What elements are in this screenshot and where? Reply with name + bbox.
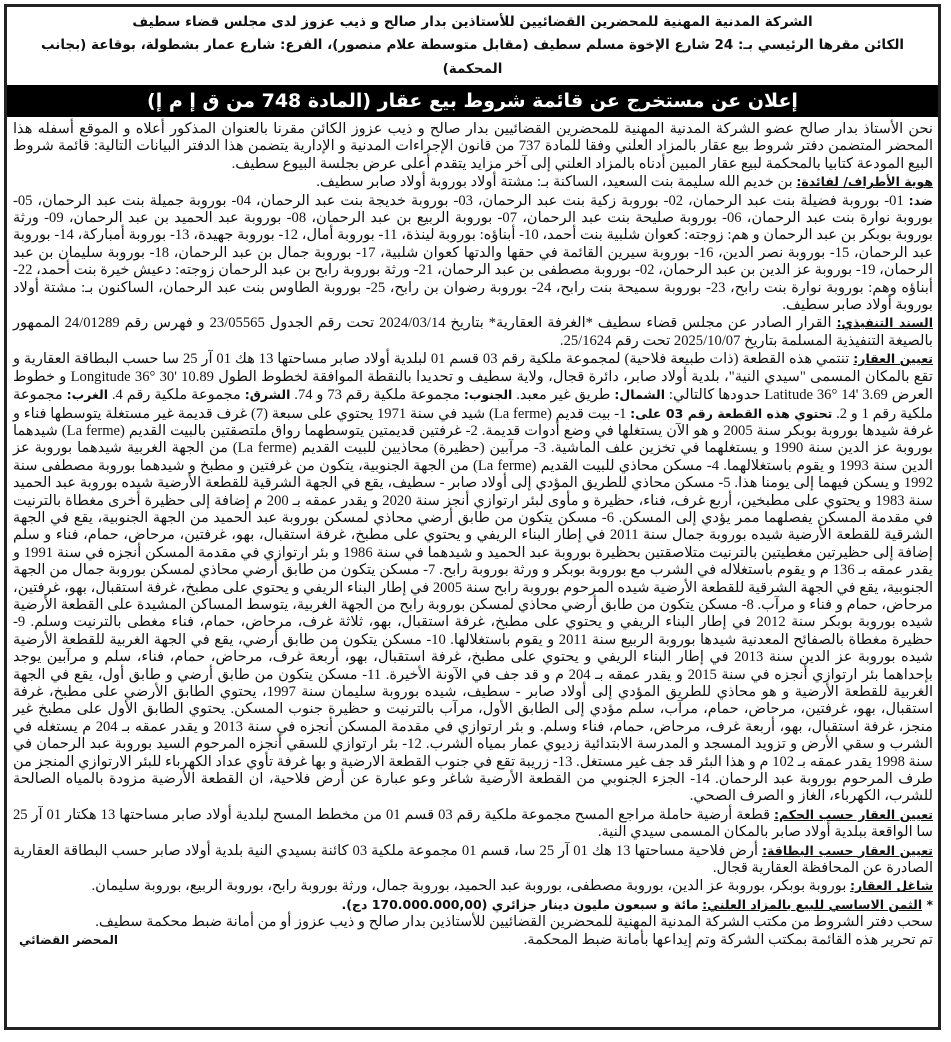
company-address: الكائن مقرها الرئيسي بـ: 24 شارع الإخوة مسلم سطيف (مقابل متوسطة علام منصور)، الفرع: شارع عمار بشطولة، بوقاعة (بجانب المحكمة) xyxy=(40,37,905,77)
price-section xyxy=(13,896,933,914)
legal-notice xyxy=(4,4,941,1030)
against-label: ضد: xyxy=(908,192,933,208)
west-text: مجموعة ملكية رقم 1 و 2. xyxy=(13,387,933,422)
notice-title-banner: إعلان عن مستخرج عن قائمة شروط بيع عقار (المادة 748 من ق إ م إ) xyxy=(7,85,938,117)
executive-title-text: القرار الصادر عن مجلس قضاء سطيف *الغرفة العقارية* بتاريخ 2024/03/14 تحت رقم الجدول 23/05565 و فهرس رقم 24/01289 الممهور بالصيغة التنفيذية المسلمة بتاريخ 2025/10/07 تحت رقم 25/1624. xyxy=(13,315,933,349)
by-judgment-label: تعيين العقار حسب الحكم: xyxy=(773,806,933,822)
price-label: الثمن الاساسي للبيع بالمزاد العلني: xyxy=(702,896,923,912)
occupants-section xyxy=(13,877,933,895)
price-text: مائة و سبعون مليون دينار جزائري (170.000.000,00 دج). xyxy=(341,896,699,912)
against-text: 01- بوروبة فضيلة بنت عبد الرحمان، 02- بوروبة زكية بنت عبد الرحمان، 03- بوروبة خديجة بنت عبد الرحمان، 04- بوروبة جميلة بنت عبد الرحمان، 05- بوروبة نوارة بنت عبد الرحمان، 06- بوروبة صليحة بنت عبد الرحمان، 07- بوروبة الربيع بن عبد الرحمان، 08- بوروبة عبد الحميد بن عبد الرحمان، 09- ورثة بوروبة بوبكر بن عبد الرحمان و هم: زوجته: كعوان شلبية بنت أحمد، 10- أبناؤه: بوروبة لينذة، 11- بوروبة أمال، 12- بوروبة جهيدة، 13- بوروبة أمباركة، 14- بوروبة عبد الرحمان، 15- بوروبة نصر الدين، 16- بوروبة سيرين القائمة في حقها والدتها كعوان شلبية، 17- بوروبة جمال بن عبد الرحمان، 18- بوروبة سليمان بن عبد الرحمان، 19- بوروبة عز الدين بن عبد الرحمان، 02- بوروبة مصطفى بن عبد الرحمان، 21- ورثة بوروبة رابح بن عبد الرحمان زوجته: دعيش خيرة بنت أحمد، 22- أبناؤه وهم: بوروبة نوارة بنت رابح، 23- بوروبة سميحة بنت رابح، 24- بوروبة رضوان بن رابح، 25- بوروبة الطاوس بنت عبد الرحمان، الساكنون بـ: مشتة أولاد بوروبة أولاد صابر سطيف. xyxy=(13,192,933,314)
property-section xyxy=(13,350,933,806)
north-text: طريق غير معبد. xyxy=(516,387,611,404)
by-judgment-text: قطعة أرضية حاملة مراجع المسح مجموعة ملكية رقم 03 قسم 01 من مخطط المسح لبلدية أولاد صابر مساحتها 13 هكتار 01 آر 25 سا الواقعة ببلدية أولاد صابر بالمكان المسمى سيدي النية. xyxy=(13,806,933,841)
executive-title-label: السند التنفيذي: xyxy=(836,315,934,331)
by-judgment-section xyxy=(13,806,933,842)
east-label: الشرق: xyxy=(244,387,291,403)
price-prefix: * xyxy=(922,896,933,912)
by-card-text: أرض فلاحية مساحتها 13 هك 01 آر 25 سا، قسم 01 مجموعة ملكية 03 كائنة بسيدي النية بلدية أولاد صابر حسب البطاقة العقارية الصادرة عن المحافظة العقارية قجال. xyxy=(13,842,933,877)
by-card-label: تعيين العقار حسب البطاقة: xyxy=(762,842,933,858)
executive-title-section xyxy=(13,314,933,350)
against-section xyxy=(13,192,933,315)
property-text: تنتمي هذه القطعة (ذات طبيعة فلاحية) لمجموعة ملكية رقم 03 قسم 01 لبلدية أولاد صابر مساحتها 13 هك 01 آر 25 سا حسب البطاقة العقارية و تقع بالمكان المسمى "سيدي النية"، بلدية أولاد صابر، دائرة قجال، ولاية سطيف و تحديدا بالنقطة الموافقة لخطوط الطول Longitude 36° 30' 10.89 و خطوط العرض Latitude 36° 14' 3.69 حدودها كالتالي: xyxy=(13,351,933,404)
signer-title: المحضر القضائي xyxy=(19,932,119,947)
contents-label: تحتوي هذه القطعة رقم 03 على: xyxy=(630,405,833,421)
south-text: مجموعة ملكية رقم 73 و 74. xyxy=(294,387,460,404)
east-text: مجموعة ملكية رقم 4. xyxy=(111,387,241,404)
property-label: تعيين العقار: xyxy=(853,351,933,367)
south-label: الجنوب: xyxy=(463,387,513,403)
occupants-label: شاغل العقار: xyxy=(850,878,933,894)
occupants-text: بوروبة بوبكر، بوروبة عز الدين، بوروبة مصطفى، بوروبة عبد الحميد، بوروبة جمال، ورثة بوروبة رابح، بوروبة الربيع، بوروبة سليمان. xyxy=(91,878,847,895)
company-name: الشركة المدنية المهنية للمحضرين القضائيين للأستاذين بدار صالح و ذيب عزوز لدى مجلس قضاء سطيف xyxy=(132,14,813,30)
parties-label: هوية الأطراف/ لفائدة: xyxy=(796,174,933,190)
drafted-paragraph: تم تحرير هذه القائمة بمكتب الشركة وتم إيداعها بأمانة ضبط المحكمة. xyxy=(523,931,933,948)
parties-text: بن خديم الله سليمة بنت السعيد، الساكنة بـ: مشتة أولاد بوروبة أولاد صابر سطيف. xyxy=(316,174,793,191)
notice-body xyxy=(7,117,938,949)
notice-header xyxy=(7,7,938,83)
by-card-section xyxy=(13,842,933,878)
parties-section xyxy=(13,173,933,191)
footer-row xyxy=(13,932,933,949)
intro-paragraph: نحن الأستاذ بدار صالح عضو الشركة المدنية المهنية للمحضرين القضائيين بدار صالح و ذيب عزوز الكائن مقرنا بالعنوان المذكور أعلاه و الموقع أسفله هذا المحضر المتضمن دفتر شروط بيع عقار بالمزاد العلني وفقا للمادة 737 من قانون الإجراءات المدنية و الإدارية يتضمن هذا الدفتر البيانات التالية: قائمة شروط البيع المودعة كتابيا بالمحكمة لبيع عقار المبين أدناه بالمزاد العلني إلى آخر مزايد يتقدم أعلى عرض بجلسة البيوع سطيف. xyxy=(13,121,934,172)
withdraw-paragraph: سحب دفتر الشروط من مكتب الشركة المدنية المهنية للمحضرين القضائيين للأستاذين بدار صالح و ذيب عزوز أو من أمانة ضبط محكمة سطيف. xyxy=(95,914,933,931)
contents-text: 1- بيت قديم (La ferme) شيد في سنة 1971 يحتوي على سبعة (7) غرف قديمة غير مستغلة يتوسطها فناء و غرفة شيدها بوروبة بوبكر سنة 2005 و هو الآن يستغلها في وضع أدوات قديمة. 2- غرفتين قديمتين يتوسطهما رواق ملتصقتين بالبيت القديم (La ferme) شيدهما بوروبة عز الدين سنة 1990 و يستغلهما في تخزين علف الماشية. 3- مرآبين (حظيرة) محاذيين للبيت القديم (La ferme) من الجهة الغربية شيدهما بوروبة عز الدين سنة 1993 و يقوم باستغلالهما. 4- مسكن محاذي للبيت القديم (La ferme) من الجهة الجنوبية، يتكون من غرفتين و مطبخ و شيدهما بوروبة مصطفى سنة 1992 و يسكن فيهما إلى يومنا هذا. 5- مسكن محاذي للطريق المؤدي إلى أولاد صابر - سطيف، يقع في الجهة الشرقية للقطعة الأرضية شيده بوروبة عبد الحميد سنة 1983 و يحتوي على مطبخين، أربع غرف، فناء، حظيرة و مأوى لبئر ارتوازي أنجز سنة 2020 و يقدر عمقه بـ 200 م إضافة إلى حظيرة أخرى مغطاة بالترنيت في مقدمة المسكن يفصلهما ممر يؤدي إلى المسكن. 6- مسكن يتكون من طابق أرضي محاذي لمسكن بوروبة عبد الحميد من الجهة الجنوبية، يقع في الجهة الشرقية للقطعة الأرضية شيده بوروبة جمال سنة 2011 في إطار البناء الريفي و يحتوي على مطبخ، غرفة استقبال، بهو، غرفتين، مرحاض، حمام، فناء و سلم إضافة إلى حظيرتين مغطيتين بالترنيت متلاصقتين بحظيرة بوروبة عبد الحميد و شيدهما في سنة 1986 و بئر ارتوازي في مقدمة المسكن أنجزه في سنة 1991 و يقدر عمقه بـ 136 م و يقوم باستغلاله في الشرب مع بوروبة بوبكر و ورثة بوروبة رابح. 7- مسكن يتكون من طابق أرضي محاذي لمسكن بوروبة جمال من الجهة الجنوبية، يقع في الجهة الشرقية للقطعة الأرضية شيده المرحوم بوروبة رابح سنة 2005 في إطار البناء الريفي و يحتوي على مطبخ، غرفة استقبال، بهو، غرفتين، مرحاض، حمام و فناء و مرآب. 8- مسكن يتكون من طابق أرضي محاذي لمسكن بوروبة رابح من الجهة الغربية، يتوسط المساكن المشيدة على القطعة الأرضية شيده بوروبة بوبكر سنة 2012 في إطار البناء الريفي و يحتوي على مطبخ، غرفة استقبال، بهو، ثلاثة غرف، مرحاض، حمام، فناء مغطى بالترنيت وسلم. 9- حظيرة مغطاة بالصفائح المعدنية شيدها بوروبة الربيع سنة 2011 و يقوم باستغلالها. 10- مسكن يتكون من طابق أرضي، يقع في الجهة الغربية للقطعة الأرضية شيده بوروبة عز الدين سنة 2013 في إطار البناء الريفي و يحتوي على مطبخ، غرفة استقبال، بهو، أربعة غرف، مرحاض، حمام، فناء، سلم و مرآبين يوجد بإحداهما بئر ارتوازي أنجزه في سنة 2015 و يقدر عمقه بـ 204 م و قد جف في الآونة الأخيرة. 11- مسكن يتكون من طابق أرضي و طابق أول، يقع في الجهة الغربية للقطعة الأرضية و هو محاذي للطريق المؤدي إلى أولاد صابر - سطيف، شيده بوروبة سليمان سنة 1997، يحتوي الطابق الأرضي على مطبخ، غرفة استقبال، بهو، غرفتين، مرحاض، حمام، مرآب، سلم مؤدي إلى الطابق الأول، مرآب بالترنيت و حظيرة جنوب المسكن. يحتوي الطابق الأول على مطبخ غير منجز، غرفة استقبال، بهو، أربعة غرف، مرحاض، حمام، فناء وسلم. و بئر ارتوازي في مقدمة المسكن أنجزه في سنة 2013 و يقدر عمقه بـ 204 م يستغله في الشرب و سقي الأرض و تزويد المسجد و المدرسة الابتدائية زديوي عمار بمياه الشرب. 12- بئر ارتوازي للسقي أنجزه المرحوم السيد بوروبة عبد الرحمان في سنة 1998 يقدر عمقه بـ 102 م و هذا البئر قد جف غير مستغل. 13- زريبة تقع في جنوب القطعة الارضية و بها غرفة تأوي عداد الكهرباء للبئر الارتوازي المنجز من طرف المرحوم بوروبة عبد الرحمان. 14- الجزء الجنوبي من القطعة الأرضية شاغر وعو عبارة عن أرض فلاحية، ان القطعة الأرضية مزودة بالمياه الصالحة للشرب، الكهرباء، الغاز و الصرف الصحي. xyxy=(13,405,934,805)
west-label: الغرب: xyxy=(66,387,108,403)
north-label: الشمال: xyxy=(614,387,666,403)
